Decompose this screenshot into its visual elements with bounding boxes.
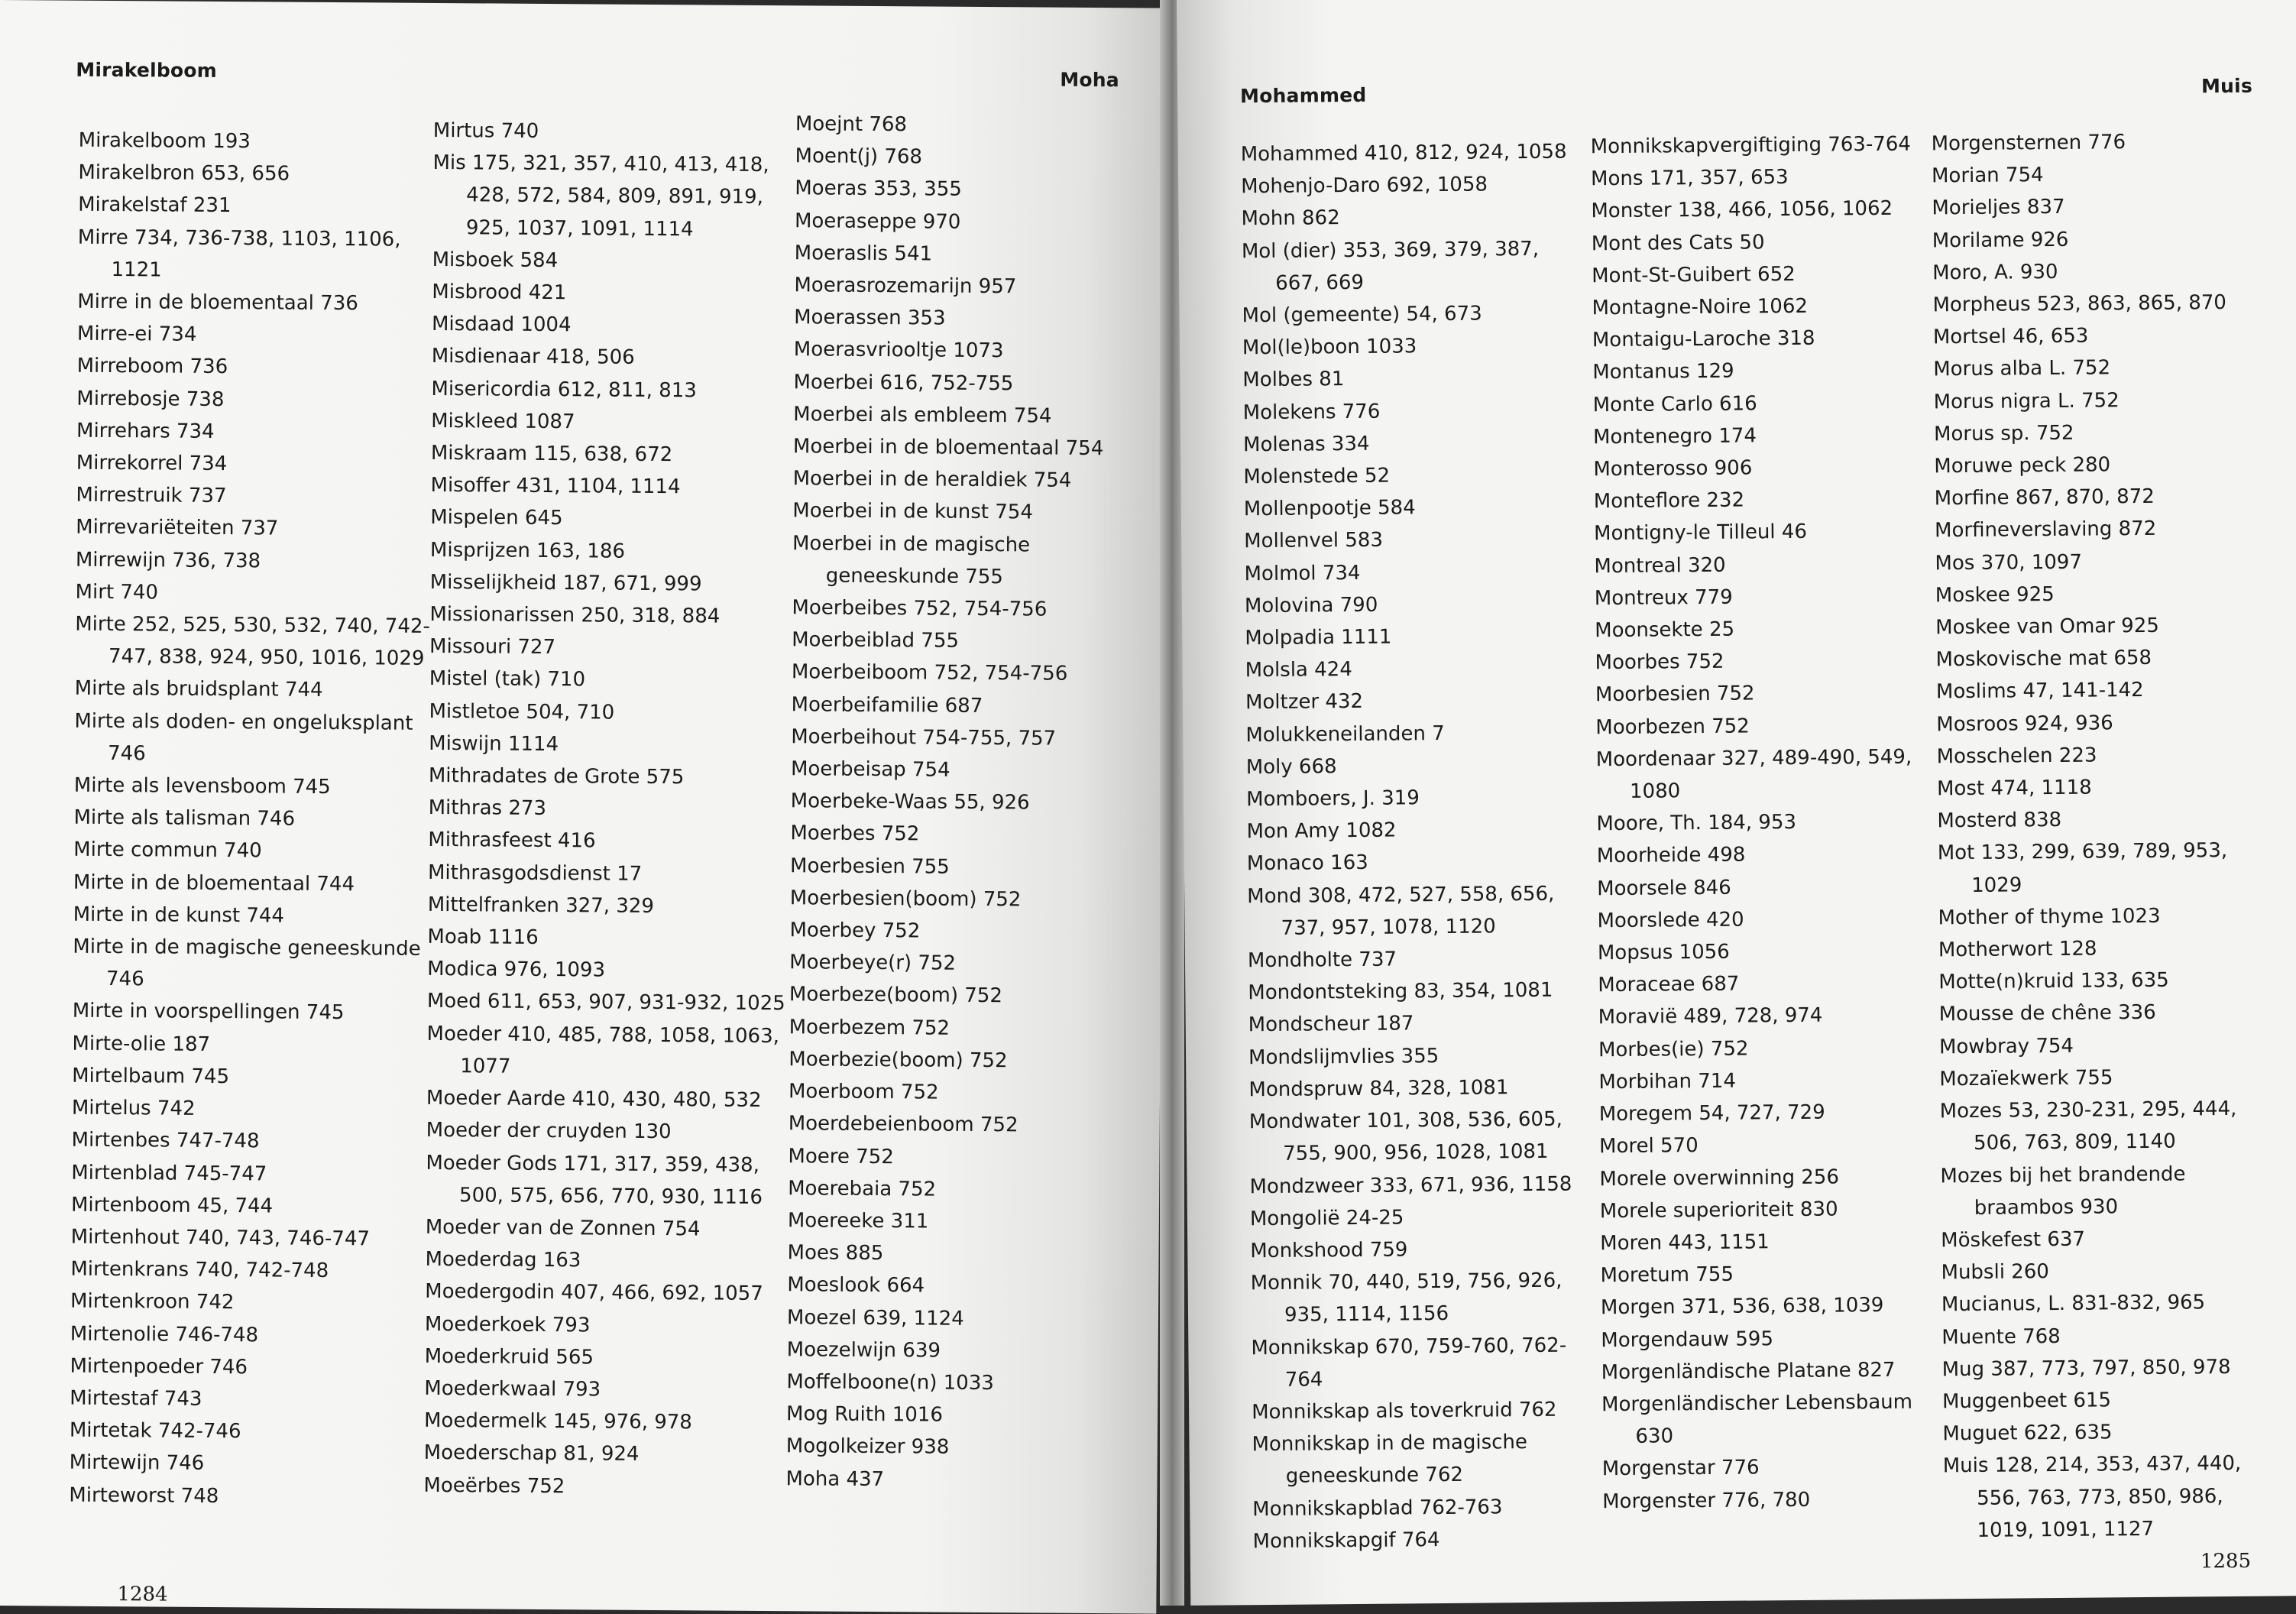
- index-entry: Mondontsteking 83, 354, 1081: [1248, 979, 1553, 1005]
- index-entry: Mistletoe 504, 710: [429, 699, 615, 724]
- index-entry: Mol (gemeente) 54, 673: [1242, 302, 1482, 328]
- index-entry: Moonsekte 25: [1595, 617, 1735, 643]
- index-entry: Morgenländische Platane 827: [1601, 1358, 1896, 1384]
- index-entry: Mon Amy 1082: [1246, 818, 1397, 844]
- index-entry: Misoffer 431, 1104, 1114: [430, 474, 681, 499]
- index-entry: Mollenpootje 584: [1243, 496, 1416, 521]
- index-entry: Mirtestaf 743: [70, 1386, 202, 1411]
- index-entry: Moerbei als embleem 754: [793, 403, 1052, 428]
- index-entry: Moha 437: [785, 1467, 885, 1491]
- index-entry: Misprijzen 163, 186: [429, 538, 626, 563]
- index-entry: Moeder van de Zonnen 754: [425, 1215, 701, 1241]
- index-entry: Mirtenkrans 740, 742-748: [70, 1257, 329, 1283]
- index-entry: Montreux 779: [1594, 585, 1733, 611]
- index-entry: Momboers, J. 319: [1246, 786, 1420, 812]
- index-entry: Montreal 320: [1594, 553, 1726, 578]
- index-entry: Möskefest 637: [1941, 1227, 2086, 1253]
- index-entry: Misboek 584: [432, 248, 559, 272]
- index-entry: Moeras 353, 355: [795, 177, 962, 202]
- index-entry: Mirtewijn 746: [69, 1451, 205, 1476]
- index-entry: Mirte in voorspellingen 745: [72, 1000, 345, 1025]
- index-entry: Mithradates de Grote 575: [428, 764, 685, 789]
- index-entry: Mont-St-Guibert 652: [1592, 262, 1796, 288]
- index-entry: Moerbeze(boom) 752: [789, 983, 1003, 1008]
- index-entry: Moerbeke-Waas 55, 926: [790, 789, 1030, 815]
- index-entry: Moederkoek 793: [424, 1312, 591, 1337]
- index-entry: Moerebaia 752: [788, 1176, 937, 1201]
- index-entry: Morieljes 837: [1932, 196, 2065, 220]
- index-entry: Moerasrozemarijn 957: [794, 274, 1017, 299]
- index-column-3: [1931, 125, 2272, 1548]
- index-entry: Muis 128, 214, 353, 437, 440, 556, 763, 773, 850, 986, 1019, 1091, 1127: [1942, 1452, 2242, 1542]
- index-entry: Morgenster 776, 780: [1602, 1488, 1811, 1513]
- index-entry: Moruwe peck 280: [1934, 453, 2111, 478]
- index-entry: Monnikskapvergiftiging 763-764: [1590, 132, 1912, 159]
- index-entry: Mondwater 101, 308, 536, 605, 755, 900, 956, 1028, 1081: [1248, 1107, 1563, 1166]
- index-entry: Moly 668: [1245, 755, 1337, 779]
- index-entry: Mongolië 24-25: [1249, 1206, 1404, 1230]
- index-entry: Mowbray 754: [1938, 1034, 2074, 1059]
- index-entry: Muguet 622, 635: [1942, 1421, 2113, 1446]
- index-entry: Mont des Cats 50: [1591, 230, 1765, 255]
- index-entry: Molovina 790: [1244, 593, 1378, 618]
- index-entry: Mirtenolie 746-748: [70, 1322, 259, 1347]
- index-entry: Mirte in de magische geneeskunde 746: [73, 935, 421, 991]
- index-column-2: [1591, 128, 1939, 1518]
- index-entry: Misselijkheid 187, 671, 999: [429, 570, 702, 596]
- index-entry: Moerbey 752: [789, 919, 921, 943]
- index-entry: Moerbes 752: [790, 822, 920, 846]
- index-entry: Mirrestruik 737: [76, 483, 227, 508]
- index-entry: Mirte 252, 525, 530, 532, 740, 742-747, 838, 924, 950, 1016, 1029: [75, 612, 430, 671]
- index-entry: Mirtenhout 740, 743, 746-747: [70, 1225, 371, 1251]
- index-entry: Mos 370, 1097: [1935, 550, 2083, 575]
- index-entry: Montigny-le Tilleul 46: [1593, 520, 1808, 546]
- index-entry: Moerbei in de heraldiek 754: [792, 467, 1072, 493]
- index-entry: Misericordia 612, 811, 813: [431, 377, 697, 403]
- index-entry: Mirtelus 742: [71, 1096, 196, 1120]
- index-entry: Moordenaar 327, 489-490, 549, 1080: [1595, 745, 1912, 803]
- index-entry: Morele superioriteit 830: [1599, 1198, 1838, 1223]
- index-entry: Mirrevariëteiten 737: [76, 516, 279, 540]
- index-entry: Moedergodin 407, 466, 692, 1057: [425, 1280, 763, 1306]
- index-entry: Moorbesien 752: [1595, 682, 1755, 707]
- index-entry: Muggenbeet 615: [1941, 1389, 2112, 1414]
- index-entry: Morian 754: [1931, 164, 2044, 188]
- index-entry: Mirrehars 734: [76, 419, 215, 443]
- index-entry: Mirakelstaf 231: [78, 193, 232, 218]
- index-entry: Monkshood 759: [1250, 1238, 1408, 1263]
- index-entry: Mirteworst 748: [69, 1483, 219, 1508]
- index-entry: Mondholte 737: [1247, 948, 1397, 973]
- index-entry: Mirreboom 736: [76, 355, 228, 379]
- index-entry: Morgen 371, 536, 638, 1039: [1600, 1294, 1884, 1320]
- index-entry: Mirte als doden- en ongeluksplant 746: [74, 709, 413, 766]
- index-entry: Mohn 862: [1241, 206, 1340, 231]
- index-entry: Mirtenkroon 742: [70, 1289, 235, 1314]
- index-entry: Mispelen 645: [430, 506, 563, 530]
- index-entry: Mog Ruith 1016: [786, 1402, 944, 1427]
- index-entry: Monnikskap als toverkruid 762: [1252, 1398, 1557, 1424]
- index-entry: Moerboom 752: [788, 1080, 939, 1104]
- index-entry: Moorheide 498: [1596, 844, 1746, 868]
- running-head-right: Moha: [1060, 68, 1119, 92]
- index-entry: Moederschap 81, 924: [423, 1441, 640, 1467]
- index-entry: Mondslijmvlies 355: [1248, 1044, 1439, 1069]
- index-entry: Monte Carlo 616: [1592, 392, 1757, 416]
- index-entry: Mons 171, 357, 653: [1590, 166, 1789, 191]
- index-entry: Mithrasgodsdienst 17: [427, 860, 643, 886]
- index-entry: Morgenländischer Lebensbaum 630: [1601, 1390, 1913, 1448]
- index-entry: Moerbei in de kunst 754: [792, 499, 1034, 524]
- index-entry: Mohenjo-Daro 692, 1058: [1241, 173, 1488, 199]
- index-entry: Moeder Aarde 410, 430, 480, 532: [426, 1087, 762, 1113]
- index-entry: Mirte als levensboom 745: [73, 773, 331, 799]
- index-entry: Moeder Gods 171, 317, 359, 438, 500, 575, 656, 770, 930, 1116: [426, 1151, 763, 1209]
- index-entry: Mogolkeizer 938: [785, 1434, 950, 1460]
- index-entry: Mondscheur 187: [1248, 1012, 1414, 1037]
- index-entry: Moereeke 311: [787, 1209, 929, 1233]
- index-entry: Moerasvriooltje 1073: [793, 338, 1004, 363]
- index-entry: Mithras 273: [428, 796, 547, 821]
- index-entry: Mirrekorrel 734: [76, 451, 228, 476]
- index-entry: Mirtus 740: [432, 118, 539, 143]
- index-entry: Mirtenboom 45, 744: [70, 1193, 274, 1218]
- index-column-1: [1241, 135, 1589, 1557]
- index-entry: Missouri 727: [429, 635, 556, 660]
- index-entry: Mirte in de kunst 744: [73, 903, 285, 928]
- index-entry: Mopsus 1056: [1597, 940, 1730, 965]
- index-entry: Moezelwijn 639: [786, 1337, 941, 1363]
- index-entry: Mistel (tak) 710: [429, 667, 586, 692]
- index-entry: Moeslook 664: [787, 1273, 925, 1298]
- index-entry: Moorbezen 752: [1595, 715, 1750, 739]
- index-entry: Moerbesien 755: [790, 854, 950, 879]
- index-entry: Morel 570: [1598, 1134, 1699, 1159]
- index-entry: Mirt 740: [75, 580, 159, 604]
- index-entry: Moskovische mat 658: [1935, 647, 2152, 672]
- index-entry: Moregem 54, 727, 729: [1598, 1100, 1825, 1126]
- index-entry: Motte(n)kruid 133, 635: [1938, 968, 2169, 994]
- index-entry: Moerbesien(boom) 752: [789, 886, 1022, 912]
- index-entry: Moerdebeienboom 752: [788, 1112, 1018, 1137]
- index-entry: Mubsli 260: [1941, 1260, 2050, 1285]
- index-entry: Mucianus, L. 831-832, 965: [1941, 1291, 2206, 1317]
- index-entry: Mirte commun 740: [73, 838, 262, 863]
- index-entry: Moerassen 353: [794, 306, 946, 330]
- index-entry: Moeder der cruyden 130: [426, 1119, 672, 1144]
- index-entry: Morbihan 714: [1598, 1069, 1737, 1094]
- index-entry: Mirre-ei 734: [76, 322, 197, 347]
- index-entry: Most 474, 1118: [1936, 776, 2092, 801]
- index-entry: Monnikskapgif 764: [1252, 1528, 1440, 1553]
- index-entry: Moslims 47, 141-142: [1935, 679, 2144, 704]
- index-entry: Moederdag 163: [425, 1248, 581, 1272]
- index-entry: Monnikskap 670, 759-760, 762-764: [1251, 1334, 1567, 1392]
- index-entry: Montenegro 174: [1592, 424, 1757, 449]
- index-entry: Molenas 334: [1242, 432, 1370, 457]
- index-entry: Modica 976, 1093: [427, 958, 606, 982]
- index-entry: Mosschelen 223: [1936, 744, 2097, 769]
- index-entry: Moeraslis 541: [794, 241, 933, 266]
- index-entry: Mirtenblad 745-747: [71, 1161, 267, 1185]
- index-entry: Mirrewijn 736, 738: [75, 548, 261, 573]
- index-entry: Mozaïekwerk 755: [1939, 1066, 2113, 1091]
- index-entry: Mozes bij het brandende braambos 930: [1940, 1162, 2186, 1220]
- index-entry: Misdienaar 418, 506: [431, 345, 635, 370]
- index-entry: Moed 611, 653, 907, 931-932, 1025: [426, 990, 785, 1016]
- index-entry: Mug 387, 773, 797, 850, 978: [1941, 1355, 2231, 1382]
- index-entry: Mirakelboom 193: [78, 128, 251, 154]
- page-number: 1285: [2200, 1549, 2252, 1573]
- index-entry: Mosterd 838: [1937, 809, 2062, 833]
- index-entry: Mousse de chêne 336: [1938, 1001, 2156, 1026]
- index-entry: Moeërbes 752: [423, 1473, 565, 1498]
- index-entry: Mosroos 924, 936: [1936, 711, 2113, 737]
- index-entry: Moerbei 616, 752-755: [793, 370, 1014, 395]
- index-entry: Mondspruw 84, 328, 1081: [1248, 1076, 1509, 1102]
- index-entry: Moerbeiblad 755: [792, 628, 960, 653]
- index-entry: Moeder 410, 485, 788, 1058, 1063, 1077: [426, 1022, 780, 1078]
- index-entry: Moskee 925: [1935, 582, 2055, 608]
- index-entry: Mol(le)boon 1033: [1242, 335, 1417, 360]
- index-entry: Misdaad 1004: [431, 313, 572, 337]
- index-entry: Mortsel 46, 653: [1932, 324, 2089, 349]
- index-entry: Moretum 755: [1600, 1262, 1734, 1288]
- index-entry: Molbes 81: [1242, 368, 1345, 392]
- index-entry: Mittelfranken 327, 329: [427, 893, 655, 918]
- index-entry: Moeraseppe 970: [794, 209, 961, 234]
- index-entry: Morgendauw 595: [1601, 1327, 1774, 1352]
- index-entry: Moraceae 687: [1598, 972, 1740, 997]
- index-entry: Morus nigra L. 752: [1933, 388, 2120, 413]
- index-entry: Molenstede 52: [1243, 464, 1391, 489]
- index-entry: Mond 308, 472, 527, 558, 656, 737, 957, 1078, 1120: [1247, 882, 1555, 940]
- index-entry: Mollenvel 583: [1244, 529, 1384, 553]
- index-entry: Moffelboone(n) 1033: [786, 1370, 994, 1395]
- index-entry: Moren 443, 1151: [1600, 1230, 1770, 1256]
- index-entry: Mohammed 410, 812, 924, 1058: [1240, 140, 1567, 167]
- index-entry: Motherwort 128: [1938, 937, 2097, 962]
- index-entry: Montaigu-Laroche 318: [1592, 326, 1815, 352]
- index-entry: Moerbeifamilie 687: [791, 692, 983, 718]
- index-entry: Moes 885: [787, 1241, 884, 1266]
- index-entry: Morfineverslaving 872: [1934, 517, 2157, 543]
- index-entry: Mirte in de bloementaal 744: [73, 870, 355, 896]
- index-entry: Monnikskapblad 762-763: [1252, 1495, 1503, 1521]
- index-entry: Moejnt 768: [795, 112, 908, 137]
- index-entry: Moerbeibes 752, 754-756: [792, 596, 1048, 621]
- index-entry: Monnik 70, 440, 519, 756, 926, 935, 1114, 1156: [1250, 1269, 1563, 1327]
- index-entry: Mirtelbaum 745: [72, 1064, 230, 1089]
- index-entry: Morpheus 523, 863, 865, 870: [1932, 291, 2227, 317]
- index-entry: Morus sp. 752: [1933, 421, 2074, 446]
- index-entry: Morele overwinning 256: [1599, 1165, 1840, 1191]
- index-entry: Moab 1116: [427, 925, 539, 950]
- index-entry: Morbes(ie) 752: [1598, 1037, 1749, 1061]
- index-entry: Mol (dier) 353, 369, 379, 387, 667, 669: [1241, 237, 1540, 295]
- index-column-1: [69, 125, 438, 1514]
- index-entry: Mirtenpoeder 746: [70, 1354, 248, 1379]
- index-entry: Mot 133, 299, 639, 789, 953, 1029: [1937, 839, 2228, 897]
- index-entry: Miskraam 115, 638, 672: [430, 441, 673, 467]
- index-entry: Moederkwaal 793: [424, 1376, 601, 1402]
- index-entry: Muente 768: [1941, 1324, 2061, 1349]
- index-entry: Mondzweer 333, 671, 936, 1158: [1249, 1172, 1572, 1198]
- index-entry: Morgensternen 776: [1931, 131, 2126, 156]
- index-entry: Moerbezie(boom) 752: [789, 1048, 1008, 1073]
- index-entry: Monster 138, 466, 1056, 1062: [1591, 197, 1893, 223]
- running-head-left: Mirakelboom: [76, 58, 218, 82]
- index-entry: Moro, A. 930: [1932, 260, 2058, 285]
- index-entry: Moerbeisap 754: [790, 757, 950, 782]
- index-entry: Moerbezem 752: [789, 1015, 950, 1040]
- index-entry: Morfine 867, 870, 872: [1934, 485, 2155, 510]
- index-entry: Mirre in de bloementaal 736: [77, 290, 358, 316]
- index-entry: Moerbei in de magische geneeskunde 755: [792, 531, 1031, 589]
- index-entry: Mirte als talisman 746: [73, 805, 296, 831]
- index-entry: Moerbeye(r) 752: [789, 951, 957, 976]
- index-entry: Moezel 639, 1124: [786, 1305, 964, 1330]
- page-number: 1284: [117, 1583, 168, 1606]
- index-entry: Moravië 489, 728, 974: [1598, 1004, 1823, 1029]
- right-page: [1177, 0, 2296, 1606]
- index-entry: Montanus 129: [1592, 360, 1734, 384]
- index-entry: Mirte als bruidsplant 744: [74, 677, 323, 702]
- index-entry: Moent(j) 768: [795, 144, 923, 169]
- index-entry: Mirakelbron 653, 656: [78, 160, 290, 186]
- index-entry: Moerbeihout 754-755, 757: [791, 725, 1057, 750]
- index-entry: Morgenstar 776: [1601, 1456, 1760, 1481]
- index-entry: Moerbeiboom 752, 754-756: [791, 660, 1068, 686]
- index-column-2: [423, 115, 800, 1504]
- index-entry: Moere 752: [788, 1144, 894, 1168]
- index-entry: Mirte-olie 187: [72, 1032, 211, 1056]
- index-entry: Miswijn 1114: [429, 731, 559, 756]
- index-column-3: [785, 108, 1132, 1497]
- index-entry: Missionarissen 250, 318, 884: [429, 602, 721, 628]
- index-entry: Moore, Th. 184, 953: [1596, 811, 1797, 836]
- index-entry: Molsla 424: [1245, 658, 1352, 682]
- index-entry: Moorsele 846: [1597, 876, 1731, 900]
- index-entry: Morus alba L. 752: [1933, 356, 2111, 381]
- index-entry: Molekens 776: [1242, 400, 1381, 424]
- index-entry: Moltzer 432: [1245, 690, 1364, 715]
- index-entry: Moerbei in de bloementaal 754: [792, 435, 1104, 461]
- index-entry: Mother of thyme 1023: [1938, 904, 2161, 930]
- index-entry: Moedermelk 145, 976, 978: [423, 1409, 693, 1434]
- index-entry: Monnikskap in de magische geneeskunde 762: [1252, 1431, 1528, 1489]
- index-entry: Monaco 163: [1246, 851, 1368, 876]
- index-entry: Mis 175, 321, 357, 410, 413, 418, 428, 572, 584, 809, 891, 919, 925, 1037, 1091, 1114: [432, 151, 769, 241]
- index-entry: Montagne-Noire 1062: [1592, 294, 1809, 320]
- index-entry: Moederkruid 565: [424, 1344, 594, 1369]
- index-entry: Mirrebosje 738: [76, 387, 225, 411]
- index-entry: Molmol 734: [1244, 561, 1361, 585]
- index-entry: Moorslede 420: [1597, 908, 1744, 933]
- index-entry: Mirre 734, 736-738, 1103, 1106, 1121: [77, 225, 401, 282]
- index-entry: Mirtetak 742-746: [69, 1418, 241, 1444]
- index-entry: Morilame 926: [1932, 228, 2069, 252]
- index-entry: Monteflore 232: [1593, 488, 1745, 514]
- index-entry: Moorbes 752: [1595, 650, 1724, 675]
- index-entry: Mirtenbes 747-748: [71, 1128, 260, 1153]
- index-entry: Mozes 53, 230-231, 295, 444, 506, 763, 809, 1140: [1939, 1097, 2237, 1155]
- running-head-right: Muis: [2200, 74, 2253, 98]
- index-entry: Molukkeneilanden 7: [1245, 721, 1445, 747]
- running-head-left: Mohammed: [1239, 83, 1367, 108]
- index-entry: Molpadia 1111: [1245, 625, 1392, 650]
- index-entry: Mithrasfeest 416: [428, 828, 596, 853]
- index-entry: Monterosso 906: [1593, 456, 1753, 481]
- index-entry: Miskleed 1087: [431, 409, 575, 434]
- index-entry: Misbrood 421: [432, 280, 567, 305]
- index-entry: Moskee van Omar 925: [1935, 614, 2159, 640]
